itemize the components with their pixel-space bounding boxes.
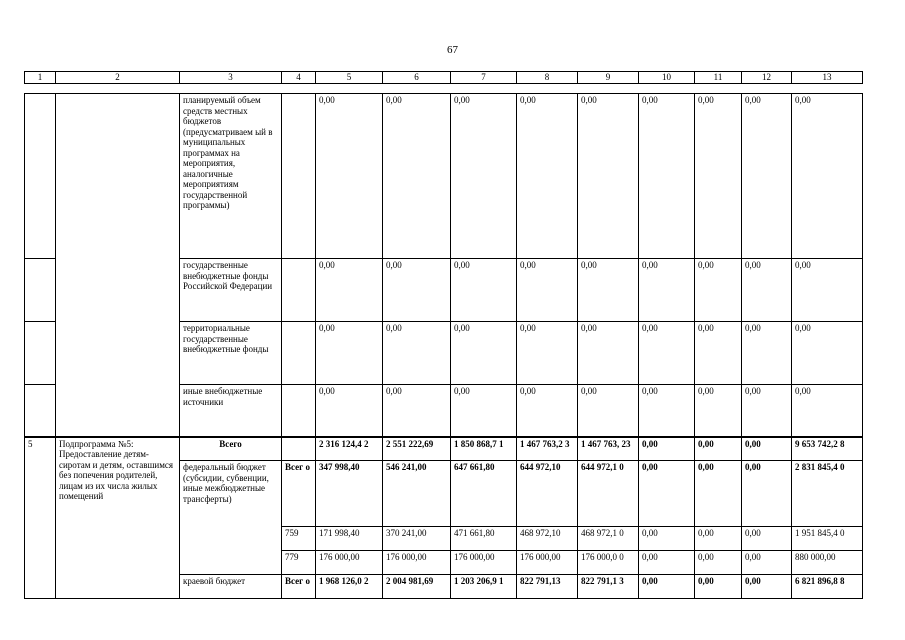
value-cell: 370 241,00 — [383, 527, 451, 551]
column-number-header — [24, 71, 863, 84]
header-col-7: 7 — [451, 72, 517, 84]
value-cell: 2 004 981,69 — [383, 575, 451, 599]
value-cell: 1 951 845,4 0 — [792, 527, 863, 551]
value-cell: 822 791,1 3 — [578, 575, 639, 599]
value-cell: 644 972,10 — [517, 461, 578, 527]
code-cell: Всег о — [282, 575, 316, 599]
value-cell: 0,00 — [792, 385, 863, 437]
value-cell: 171 998,40 — [316, 527, 383, 551]
value-cell: 546 241,00 — [383, 461, 451, 527]
value-cell: 2 831 845,4 0 — [792, 461, 863, 527]
header-col-5: 5 — [316, 72, 383, 84]
header-col-11: 11 — [695, 72, 742, 84]
row-number-cell: 5 — [25, 437, 56, 599]
funding-source-cell: государственные внебюджетные фонды Российской Федерации — [180, 259, 282, 322]
row-number-cell — [25, 94, 56, 259]
value-cell: 0,00 — [639, 527, 695, 551]
value-cell: 0,00 — [578, 259, 639, 322]
value-cell: 0,00 — [639, 437, 695, 461]
value-cell: 0,00 — [451, 259, 517, 322]
value-cell: 644 972,1 0 — [578, 461, 639, 527]
funding-source-cell: федеральный бюджет (субсидии, субвенции, иные межбюджетные трансферты) — [180, 461, 282, 575]
header-col-4: 4 — [282, 72, 316, 84]
value-cell: 0,00 — [639, 575, 695, 599]
value-cell: 176 000,00 — [383, 551, 451, 575]
value-cell: 0,00 — [792, 259, 863, 322]
value-cell: 0,00 — [742, 575, 792, 599]
value-cell: 0,00 — [792, 322, 863, 385]
value-cell: 0,00 — [383, 385, 451, 437]
value-cell: 0,00 — [517, 322, 578, 385]
value-cell: 0,00 — [695, 527, 742, 551]
row-number-cell — [25, 322, 56, 385]
table-row — [25, 437, 863, 461]
value-cell: 0,00 — [316, 322, 383, 385]
value-cell: 0,00 — [742, 551, 792, 575]
code-cell: 759 — [282, 527, 316, 551]
header-col-10: 10 — [639, 72, 695, 84]
funding-source-cell: иные внебюджетные источники — [180, 385, 282, 437]
program-name-cell — [56, 94, 180, 437]
value-cell: 0,00 — [639, 94, 695, 259]
value-cell: 0,00 — [451, 322, 517, 385]
header-col-6: 6 — [383, 72, 451, 84]
value-cell: 0,00 — [742, 259, 792, 322]
value-cell: 9 653 742,2 8 — [792, 437, 863, 461]
funding-source-cell: краевой бюджет — [180, 575, 282, 599]
value-cell: 0,00 — [383, 322, 451, 385]
code-cell — [282, 385, 316, 437]
value-cell: 0,00 — [316, 94, 383, 259]
value-cell: 0,00 — [639, 259, 695, 322]
value-cell: 176 000,0 0 — [578, 551, 639, 575]
funding-source-cell: территориальные государственные внебюджетные фонды — [180, 322, 282, 385]
table-row — [25, 94, 863, 259]
value-cell: 176 000,00 — [517, 551, 578, 575]
value-cell: 1 850 868,7 1 — [451, 437, 517, 461]
value-cell: 880 000,00 — [792, 551, 863, 575]
value-cell: 0,00 — [742, 461, 792, 527]
value-cell: 176 000,00 — [451, 551, 517, 575]
value-cell: 0,00 — [383, 94, 451, 259]
value-cell: 0,00 — [742, 322, 792, 385]
value-cell: 0,00 — [639, 322, 695, 385]
value-cell: 0,00 — [695, 322, 742, 385]
value-cell: 0,00 — [695, 437, 742, 461]
value-cell: 0,00 — [792, 94, 863, 259]
value-cell: 6 821 896,8 8 — [792, 575, 863, 599]
header-col-9: 9 — [578, 72, 639, 84]
value-cell: 0,00 — [695, 575, 742, 599]
value-cell: 471 661,80 — [451, 527, 517, 551]
funding-source-cell: Всего — [180, 437, 282, 461]
value-cell: 0,00 — [639, 551, 695, 575]
value-cell: 0,00 — [451, 385, 517, 437]
value-cell: 0,00 — [742, 94, 792, 259]
value-cell: 468 972,10 — [517, 527, 578, 551]
header-col-2: 2 — [56, 72, 180, 84]
value-cell: 0,00 — [695, 461, 742, 527]
row-number-cell — [25, 385, 56, 437]
value-cell: 0,00 — [695, 259, 742, 322]
value-cell: 2 551 222,69 — [383, 437, 451, 461]
value-cell: 0,00 — [578, 322, 639, 385]
code-cell — [282, 437, 316, 461]
value-cell: 0,00 — [578, 385, 639, 437]
value-cell: 0,00 — [383, 259, 451, 322]
value-cell: 0,00 — [742, 527, 792, 551]
value-cell: 0,00 — [695, 385, 742, 437]
row-number-cell — [25, 259, 56, 322]
value-cell: 0,00 — [451, 94, 517, 259]
value-cell: 468 972,1 0 — [578, 527, 639, 551]
value-cell: 0,00 — [639, 385, 695, 437]
header-col-3: 3 — [180, 72, 282, 84]
value-cell: 0,00 — [639, 461, 695, 527]
code-cell — [282, 259, 316, 322]
header-col-12: 12 — [742, 72, 792, 84]
value-cell: 0,00 — [578, 94, 639, 259]
value-cell: 0,00 — [742, 437, 792, 461]
value-cell: 1 467 763, 23 — [578, 437, 639, 461]
code-cell: Всег о — [282, 461, 316, 527]
header-col-1: 1 — [25, 72, 56, 84]
code-cell — [282, 322, 316, 385]
value-cell: 0,00 — [517, 385, 578, 437]
value-cell: 176 000,00 — [316, 551, 383, 575]
program-name-cell: Подпрограмма №5: Предоставление детям-сиротам и детям, оставшимся без попечения родителей, лицам из их числа жилых помещений — [56, 437, 180, 599]
value-cell: 1 968 126,0 2 — [316, 575, 383, 599]
value-cell: 0,00 — [695, 94, 742, 259]
value-cell: 0,00 — [695, 551, 742, 575]
value-cell: 647 661,80 — [451, 461, 517, 527]
code-cell — [282, 94, 316, 259]
header-col-8: 8 — [517, 72, 578, 84]
value-cell: 0,00 — [316, 259, 383, 322]
value-cell: 347 998,40 — [316, 461, 383, 527]
value-cell: 2 316 124,4 2 — [316, 437, 383, 461]
value-cell: 822 791,13 — [517, 575, 578, 599]
value-cell: 0,00 — [517, 94, 578, 259]
value-cell: 0,00 — [316, 385, 383, 437]
budget-table — [24, 93, 863, 599]
funding-source-cell: планируемый объем средств местных бюджетов (предусматриваем ый в муниципальных программах на мероприятия, аналогичные мероприятиям государственной программы) — [180, 94, 282, 259]
value-cell: 0,00 — [517, 259, 578, 322]
code-cell: 779 — [282, 551, 316, 575]
header-col-13: 13 — [792, 72, 863, 84]
value-cell: 1 203 206,9 1 — [451, 575, 517, 599]
page-number: 67 — [447, 44, 458, 56]
value-cell: 1 467 763,2 3 — [517, 437, 578, 461]
value-cell: 0,00 — [742, 385, 792, 437]
